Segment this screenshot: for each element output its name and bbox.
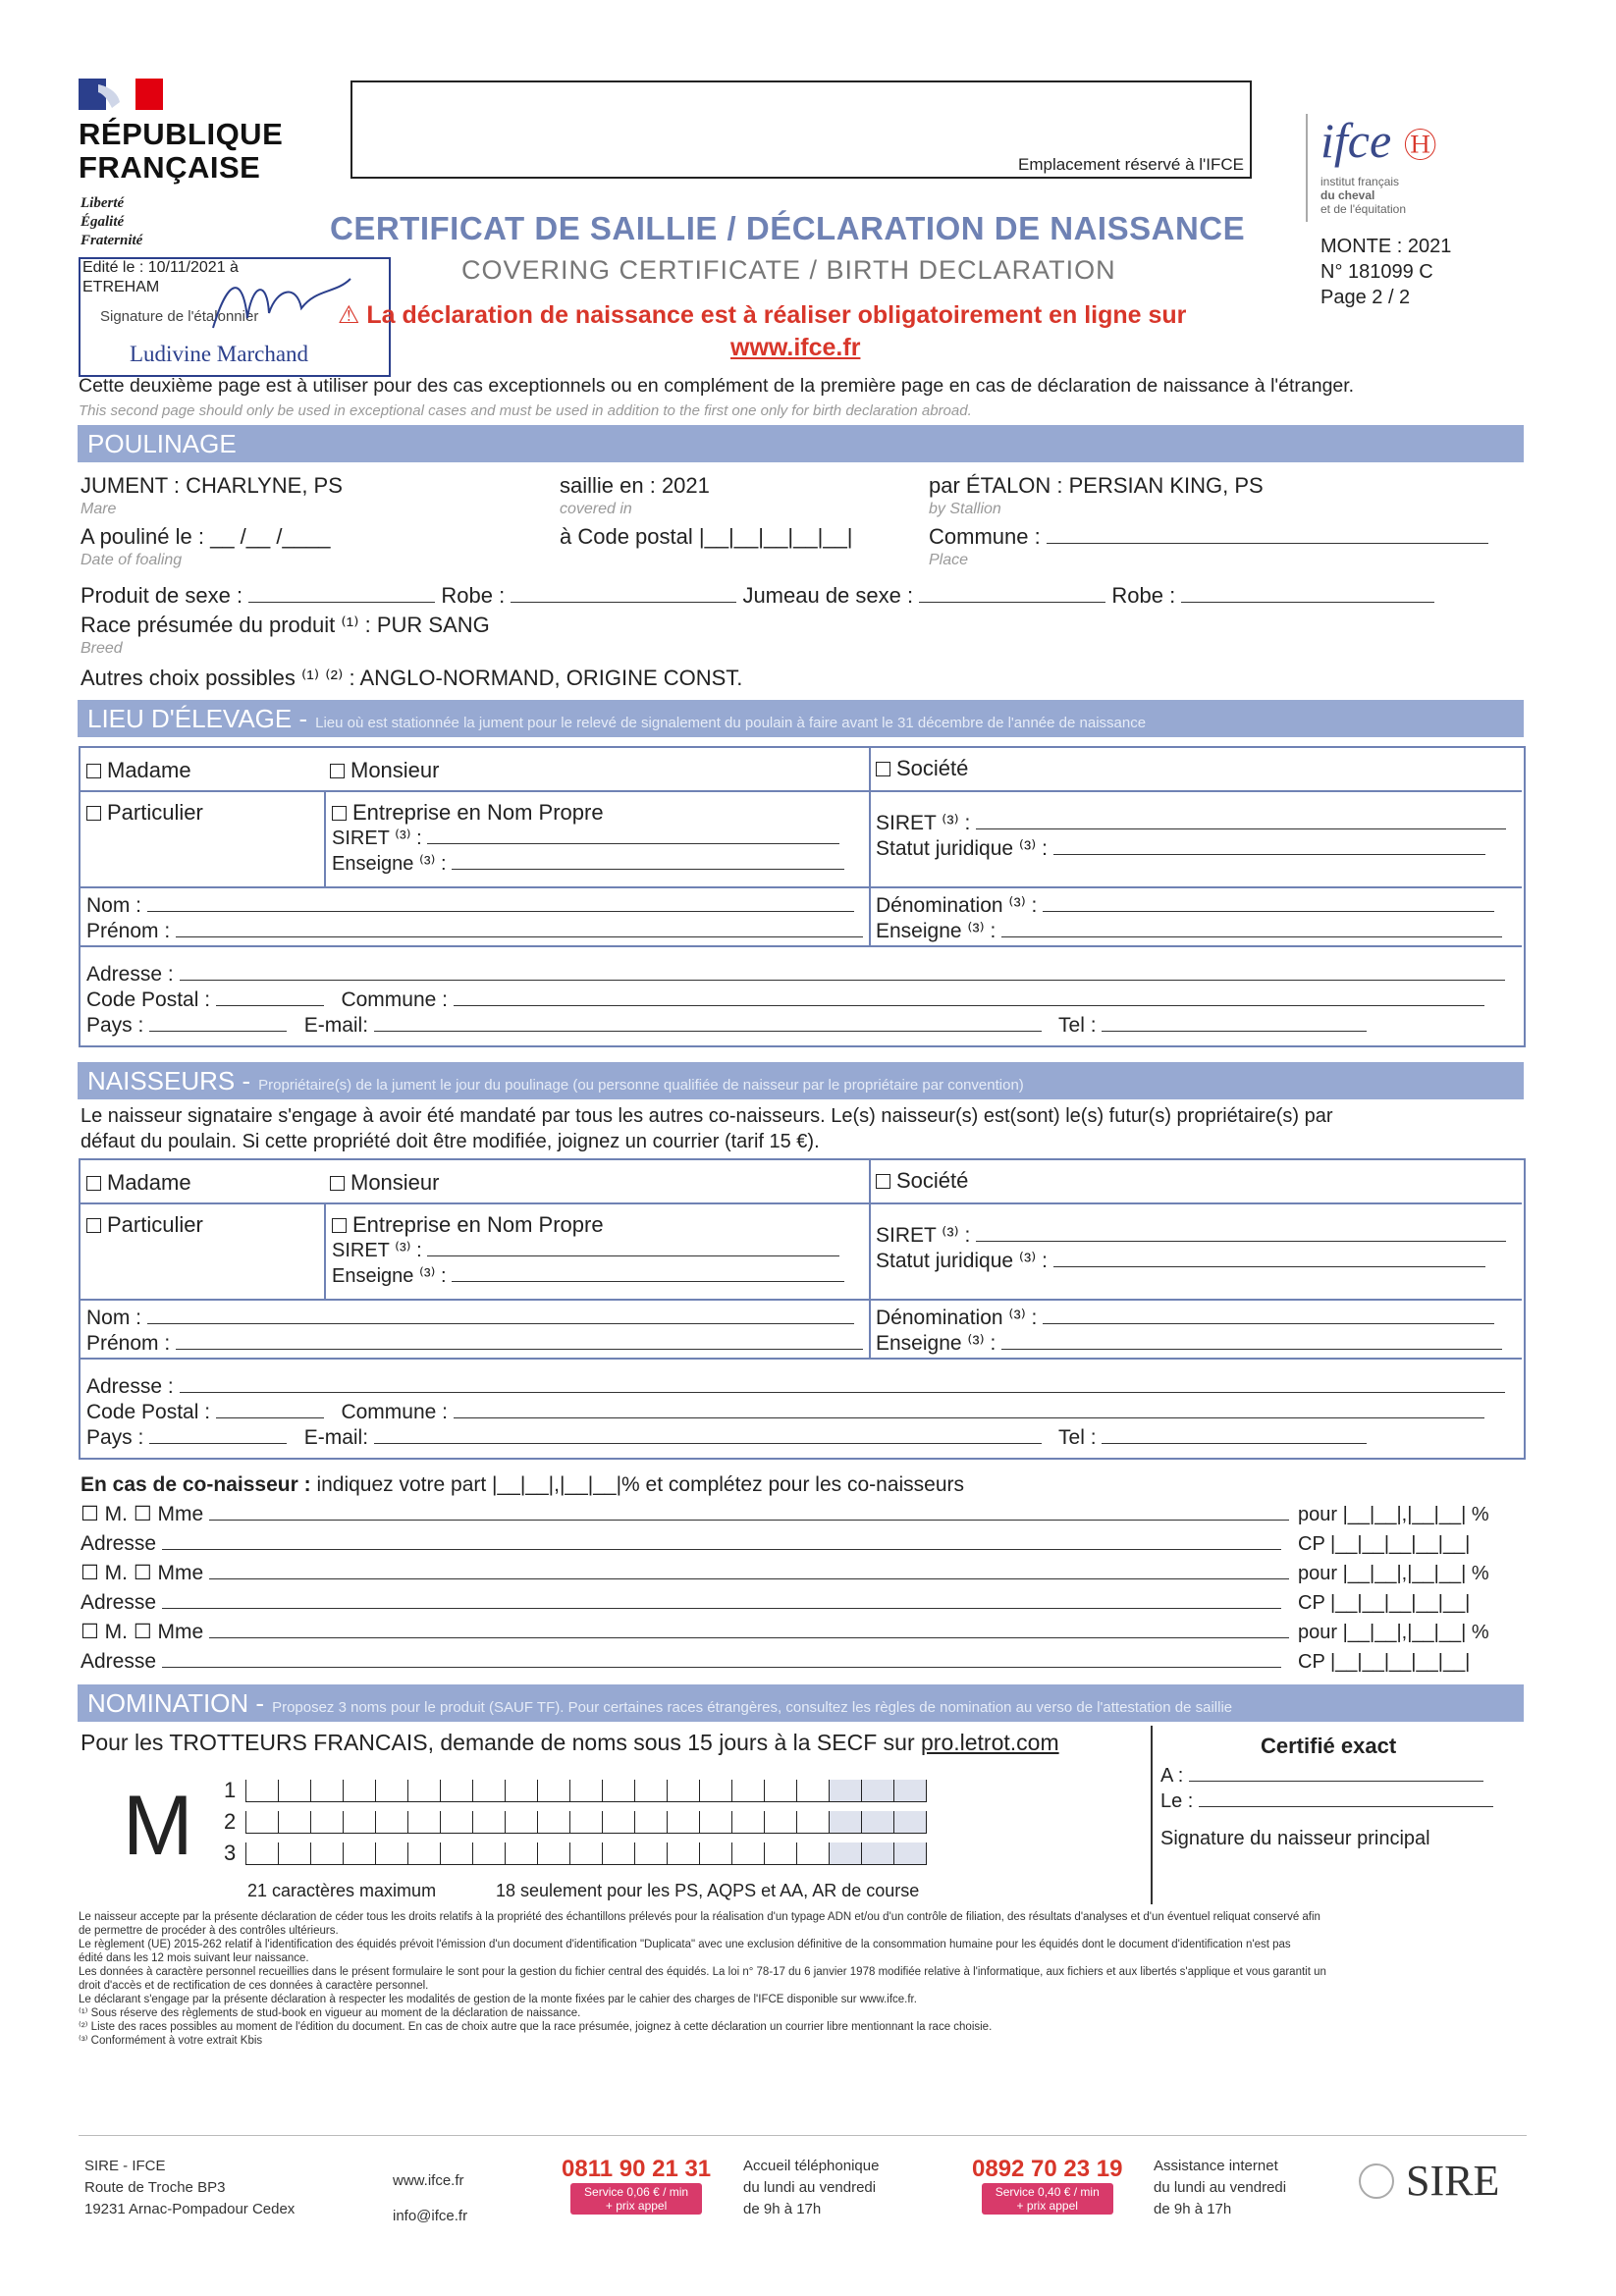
naisseurs-band: NAISSEURS - Propriétaire(s) de la jument le jour du poulinage (ou personne qualifiée de naisseur par le propriétaire par convention) <box>78 1062 1524 1099</box>
monte-info: MONTE : 2021 N° 181099 C Page 2 / 2 <box>1320 236 1452 308</box>
name-char-cell[interactable] <box>505 1842 537 1865</box>
adresse-field[interactable]: Adresse : <box>86 962 1505 988</box>
conaisseur-3-address[interactable]: Adresse <box>81 1649 1281 1675</box>
stamp: Edité le : 10/11/2021 à ETREHAM Signature de l'étalonnier Ludivine Marchand <box>79 257 391 377</box>
madame-checkbox-2[interactable]: Madame <box>86 1170 191 1196</box>
societe-checkbox[interactable]: Société <box>876 756 968 781</box>
name-char-cell[interactable] <box>731 1811 764 1834</box>
name-char-cell[interactable] <box>861 1811 893 1834</box>
name-char-cell[interactable] <box>407 1780 440 1802</box>
conaisseur-1-share[interactable]: pour |__|__|,|__|__| % <box>1298 1504 1489 1525</box>
phone-accueil-text: Accueil téléphonique du lundi au vendredi de 9h à 17h <box>743 2158 880 2217</box>
statut-field[interactable]: Statut juridique ⁽³⁾ : <box>876 836 1485 862</box>
conaisseur-3-share[interactable]: pour |__|__|,|__|__| % <box>1298 1622 1489 1643</box>
adresse-field-2[interactable]: Adresse : <box>86 1374 1505 1400</box>
letrot-link[interactable]: pro.letrot.com <box>921 1730 1059 1755</box>
madame-checkbox[interactable]: Madame <box>86 758 191 783</box>
name-char-cell[interactable] <box>829 1811 861 1834</box>
name-char-cell[interactable] <box>537 1811 569 1834</box>
pays-field-2[interactable]: Pays : E-mail: Tel : <box>86 1425 1367 1451</box>
denomination-field[interactable]: Dénomination ⁽³⁾ : <box>876 893 1494 919</box>
name-char-cell[interactable] <box>537 1780 569 1802</box>
code-postal-field[interactable]: Code Postal : Commune : <box>86 988 1484 1013</box>
conaisseur-2-address[interactable]: Adresse <box>81 1590 1281 1616</box>
name-char-cell[interactable] <box>764 1811 796 1834</box>
name-char-cell[interactable] <box>796 1842 829 1865</box>
code-postal-field-2[interactable]: Code Postal : Commune : <box>86 1400 1484 1425</box>
enseigne-field-2[interactable]: Enseigne ⁽³⁾ : <box>332 1263 844 1289</box>
name-char-cell[interactable] <box>440 1842 472 1865</box>
denomination-field-2[interactable]: Dénomination ⁽³⁾ : <box>876 1306 1494 1331</box>
conaisseur-1-name[interactable]: ☐ M. ☐ Mme <box>81 1502 1289 1527</box>
conaisseur-3-cp[interactable]: CP |__|__|__|__|__| <box>1298 1651 1471 1673</box>
name-char-cell[interactable] <box>375 1842 407 1865</box>
name-char-cell[interactable] <box>764 1842 796 1865</box>
max-chars-ps: 18 seulement pour les PS, AQPS et AA, AR de course <box>496 1881 920 1900</box>
name-char-cell[interactable] <box>731 1780 764 1802</box>
conaisseur-1-address[interactable]: Adresse <box>81 1531 1281 1557</box>
monsieur-checkbox[interactable]: Monsieur <box>330 758 439 783</box>
name-char-cell[interactable] <box>440 1811 472 1834</box>
name-char-cell[interactable] <box>764 1780 796 1802</box>
name-char-cell[interactable] <box>667 1842 699 1865</box>
handwritten-signature <box>208 269 355 347</box>
conaisseur-2-name[interactable]: ☐ M. ☐ Mme <box>81 1561 1289 1586</box>
name-char-cell[interactable] <box>472 1780 505 1802</box>
ifce-subtitle: institut français du cheval et de l'équitation <box>1320 175 1407 216</box>
name-char-cell[interactable] <box>310 1811 343 1834</box>
phone-accueil: 0811 90 21 31 Service 0,06 € / min + prix appel <box>562 2156 712 2213</box>
name-char-cell[interactable] <box>407 1842 440 1865</box>
reserved-area: Emplacement réservé à l'IFCE <box>350 80 1252 179</box>
name-char-cell[interactable] <box>796 1811 829 1834</box>
name-char-cell[interactable] <box>375 1780 407 1802</box>
conaisseur-3-name[interactable]: ☐ M. ☐ Mme <box>81 1620 1289 1645</box>
conaisseur-intro: En cas de co-naisseur : indiquez votre part |__|__|,|__|__|% et complétez pour les co-naisseurs <box>81 1473 965 1496</box>
monsieur-checkbox-2[interactable]: Monsieur <box>330 1170 439 1196</box>
name-char-cell[interactable] <box>278 1811 310 1834</box>
statut-field-2[interactable]: Statut juridique ⁽³⁾ : <box>876 1249 1485 1274</box>
siret-field-2[interactable]: SIRET ⁽³⁾ : <box>332 1238 839 1263</box>
conaisseur-1-cp[interactable]: CP |__|__|__|__|__| <box>1298 1533 1471 1555</box>
name-char-cell[interactable] <box>699 1842 731 1865</box>
prenom-field-2[interactable]: Prénom : <box>86 1331 863 1357</box>
elevage-band: LIEU D'ÉLEVAGE - Lieu où est stationnée la jument pour le relevé de signalement du poulain à faire avant le 31 décembre de l'année de naissance <box>78 700 1524 737</box>
naisseurs-text: Le naisseur signataire s'engage à avoir été mandaté par tous les autres co-naisseurs. Le(s) naisseur(s) est(sont) le(s) futur(s) propriétaire(s) par défaut du poulain. Si cette propriété doit être modifiée, joignez un courrier (tarif 15 €). <box>81 1105 1333 1152</box>
name-char-cell[interactable] <box>829 1780 861 1802</box>
name-char-cell[interactable] <box>537 1842 569 1865</box>
max-chars: 21 caractères maximum <box>247 1881 437 1900</box>
name-char-cell[interactable] <box>634 1780 667 1802</box>
particulier-checkbox-2[interactable]: Particulier <box>86 1212 203 1238</box>
name-char-cell[interactable] <box>569 1780 602 1802</box>
mare-field: JUMENT : CHARLYNE, PS <box>81 473 343 498</box>
particulier-checkbox[interactable]: Particulier <box>86 800 203 826</box>
siret-societe-field-2[interactable]: SIRET ⁽³⁾ : <box>876 1223 1506 1249</box>
footer-web: www.ifce.fr info@ifce.fr <box>393 2172 468 2224</box>
phone-assistance: 0892 70 23 19 Service 0,40 € / min + prix appel <box>972 2156 1123 2213</box>
name-char-cell[interactable] <box>829 1842 861 1865</box>
name-char-cell[interactable] <box>569 1842 602 1865</box>
name-char-cell[interactable] <box>343 1780 375 1802</box>
certified-a-field[interactable]: A : <box>1160 1763 1483 1789</box>
name-char-cell[interactable] <box>602 1811 634 1834</box>
name-char-cell[interactable] <box>472 1842 505 1865</box>
entreprise-checkbox[interactable]: Entreprise en Nom Propre <box>332 800 604 826</box>
ifce-link[interactable]: www.ifce.fr <box>730 334 861 361</box>
name-char-cell[interactable] <box>602 1842 634 1865</box>
name-char-cell[interactable] <box>472 1811 505 1834</box>
siret-societe-field[interactable]: SIRET ⁽³⁾ : <box>876 811 1506 836</box>
name-char-cell[interactable] <box>375 1811 407 1834</box>
trotteurs-text: Pour les TROTTEURS FRANCAIS, demande de noms sous 15 jours à la SECF sur pro.letrot.com <box>81 1730 1059 1755</box>
other-breeds: Autres choix possibles ⁽¹⁾ ⁽²⁾ : ANGLO-NORMAND, ORIGINE CONST. <box>81 666 743 690</box>
name-char-cell[interactable] <box>699 1811 731 1834</box>
name-char-cell[interactable] <box>893 1780 927 1802</box>
name-grid[interactable]: 1 2 3 <box>224 1775 927 1869</box>
phone-assistance-text: Assistance internet du lundi au vendredi de 9h à 17h <box>1154 2158 1287 2217</box>
sire-logo-icon <box>1359 2163 1394 2199</box>
name-char-cell[interactable] <box>667 1780 699 1802</box>
name-char-cell[interactable] <box>796 1780 829 1802</box>
entreprise-checkbox-2[interactable]: Entreprise en Nom Propre <box>332 1212 604 1238</box>
certified-label: Certifié exact <box>1261 1734 1397 1758</box>
name-char-cell[interactable] <box>310 1780 343 1802</box>
page-title: CERTIFICAT DE SAILLIE / DÉCLARATION DE NAISSANCE <box>330 210 1246 246</box>
certified-le-field[interactable]: Le : <box>1160 1789 1493 1814</box>
name-char-cell[interactable] <box>343 1842 375 1865</box>
name-char-cell[interactable] <box>440 1780 472 1802</box>
nomination-letter: M <box>123 1779 193 1873</box>
republic-title: RÉPUBLIQUE FRANÇAISE <box>79 117 284 185</box>
name-char-cell[interactable] <box>569 1811 602 1834</box>
name-char-cell[interactable] <box>278 1842 310 1865</box>
name-char-cell[interactable] <box>407 1811 440 1834</box>
nom-field[interactable]: Nom : <box>86 893 854 919</box>
enseigne-societe-field[interactable]: Enseigne ⁽³⁾ : <box>876 919 1502 944</box>
name-char-cell[interactable] <box>731 1842 764 1865</box>
breed-field: Race présumée du produit ⁽¹⁾ : PUR SANG <box>81 613 490 637</box>
name-char-cell[interactable] <box>893 1842 927 1865</box>
ifce-logo: ifce Ⓗ <box>1320 113 1437 168</box>
name-char-cell[interactable] <box>634 1811 667 1834</box>
foaling-date-field[interactable]: A pouliné le : __ /__ /____ <box>81 524 331 549</box>
name-char-cell[interactable] <box>505 1811 537 1834</box>
sex-field[interactable]: Produit de sexe : Robe : Jumeau de sexe : Robe : <box>81 583 1434 609</box>
page-subtitle: COVERING CERTIFICATE / BIRTH DECLARATION <box>461 255 1116 285</box>
intro-text: Cette deuxième page est à utiliser pour des cas exceptionnels ou en complément de la première page en cas de déclaration de naissance à l'étranger. <box>79 375 1355 397</box>
nom-field-2[interactable]: Nom : <box>86 1306 854 1331</box>
prenom-field[interactable]: Prénom : <box>86 919 863 944</box>
warning-text: ⚠ La déclaration de naissance est à réaliser obligatoirement en ligne sur <box>338 301 1187 329</box>
motto: Liberté Égalité Fraternité <box>81 195 143 248</box>
name-char-cell[interactable] <box>245 1811 278 1834</box>
pays-field[interactable]: Pays : E-mail: Tel : <box>86 1013 1367 1039</box>
enseigne-societe-field-2[interactable]: Enseigne ⁽³⁾ : <box>876 1331 1502 1357</box>
name-char-cell[interactable] <box>245 1780 278 1802</box>
name-char-cell[interactable] <box>505 1780 537 1802</box>
name-char-cell[interactable] <box>245 1842 278 1865</box>
covered-field: saillie en : 2021 <box>560 473 710 498</box>
footnotes: Le naisseur accepte par la présente déclaration de céder tous les droits relatifs à la propriété des échantillons prélevés pour la réalisation d'un typage ADN et/ou d'un contrôle de filiation, des résultats d'analyses et d'un éventuel reliquat conservé afin de permettre de procéder à des contrôles ultérieurs. Le règlement (UE) 2015-262 relatif à l'identification des équidés prévoit l'émission d'un document d'identification "Duplicata" avec une exclusion définitive de la consommation humaine pour les équidés dont le document d'identification n'est pas édité dans les 12 mois suivant leur naissance. Les données à caractère personnel recueillies dans le présent formulaire le sont pour la gestion du fichier central des équidés. La loi n° 78-17 du 6 janvier 1978 modifiée relative à l'informatique, aux fichiers et aux libertés s'applique et vous garantit un droit d'accès et de rectification de ces données à caractère personnel. Le déclarant s'engage par la présente déclaration à respecter les modalités de gestion de la monte fixées par le cahier des charges de l'IFCE disponible sur www.ifce.fr. ⁽¹⁾ Sous réserve des règlements de stud-book en vigueur au moment de la déclaration de naissance. ⁽²⁾ Liste des races possibles au moment de l'édition du document. En cas de choix autre que la race présumée, joignez à cette déclaration un courrier libre mentionnant la race choisie. ⁽³⁾ Conformément à votre extrait Kbis <box>79 1911 1326 2047</box>
societe-checkbox-2[interactable]: Société <box>876 1168 968 1194</box>
name-char-cell[interactable] <box>893 1811 927 1834</box>
name-char-cell[interactable] <box>634 1842 667 1865</box>
marianne-flag-icon <box>79 79 163 110</box>
name-char-cell[interactable] <box>343 1811 375 1834</box>
signatory-name: Ludivine Marchand <box>130 342 309 366</box>
sire-logo: SIRE <box>1406 2157 1500 2205</box>
name-char-cell[interactable] <box>310 1842 343 1865</box>
name-char-cell[interactable] <box>278 1780 310 1802</box>
intro-text-en: This second page should only be used in exceptional cases and must be used in addition to the first one only for birth declaration abroad. <box>79 402 972 419</box>
name-char-cell[interactable] <box>699 1780 731 1802</box>
stallion-field: par ÉTALON : PERSIAN KING, PS <box>929 473 1264 498</box>
poulinage-band: POULINAGE <box>78 425 1524 462</box>
footer-address: SIRE - IFCE Route de Troche BP3 19231 Arnac-Pompadour Cedex <box>84 2158 296 2217</box>
nomination-band: NOMINATION - Proposez 3 noms pour le produit (SAUF TF). Pour certaines races étrangères, consultez les règles de nomination au verso de l'attestation de saillie <box>78 1684 1524 1722</box>
conaisseur-2-share[interactable]: pour |__|__|,|__|__| % <box>1298 1563 1489 1584</box>
name-char-cell[interactable] <box>861 1842 893 1865</box>
commune-field[interactable]: Commune : <box>929 524 1488 550</box>
name-char-cell[interactable] <box>667 1811 699 1834</box>
siret-field[interactable]: SIRET ⁽³⁾ : <box>332 826 839 851</box>
conaisseur-2-cp[interactable]: CP |__|__|__|__|__| <box>1298 1592 1471 1614</box>
enseigne-field[interactable]: Enseigne ⁽³⁾ : <box>332 851 844 877</box>
signature-label: Signature du naisseur principal <box>1160 1828 1430 1849</box>
postal-code-field[interactable]: à Code postal |__|__|__|__|__| <box>560 524 853 549</box>
name-char-cell[interactable] <box>602 1780 634 1802</box>
name-char-cell[interactable] <box>861 1780 893 1802</box>
warning-icon: ⚠ <box>338 301 360 329</box>
horse-icon: Ⓗ <box>1403 129 1437 165</box>
